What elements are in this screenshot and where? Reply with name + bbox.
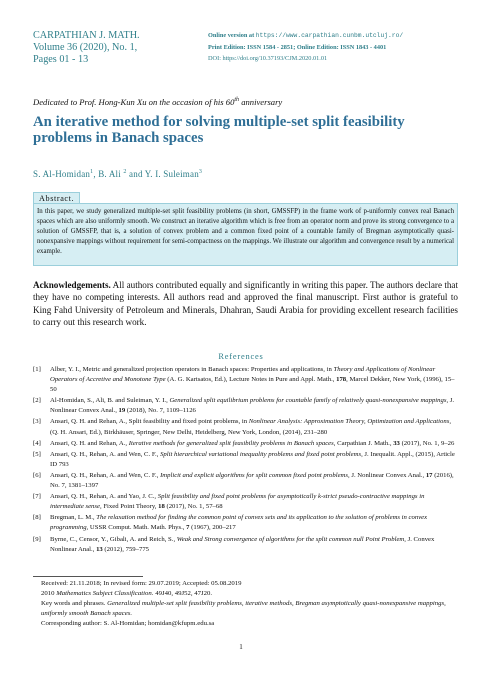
footnotes [33, 579, 458, 629]
abstract-body: In this paper, we study generalized multiple-set split feasibility problems (in short, GMSSFP) in the frame work of p-uniformly convex real Banach spaces which are also uniformly smooth. We construct an iterative algorithm which is free from an operator norm and prove its strong convergence to a solution of GMSSFP, that is, a solution of convex problem and a common fixed point of a countable family of Bregman asymptotically quasi-nonexpansive mappings without requirement for semi-compactness on the mappings. We illustrate our algorithm and convergence result by a numerical example. [33, 203, 458, 266]
doi-link[interactable]: DOI: https://doi.org/10.37193/CJM.2020.01.01 [208, 55, 328, 62]
online-version-label: Online version at [208, 32, 256, 39]
acknowledgements-label: Acknowledgements. [33, 280, 111, 290]
journal-pages: Pages 01 - 13 [33, 54, 89, 65]
dedication: Dedicated to Prof. Hong-Kun Xu on the occasion of his 60th anniversary [33, 97, 283, 107]
references-heading: References [218, 352, 264, 361]
reference-item: [7] Ansari, Q. H., Rehan, A. and Yao, J. C., Split feasibility and fixed point problems for asymptotically k-strict pseudo-contractive mappings in intermediate sense, Fixed Point Theory, 18 (2017), No. 1, 57–68 [33, 493, 425, 511]
reference-item: [3] Ansari, Q. H. and Rehan, A., Split feasibility and fixed point problems, in Nonlinear Analysis: Approximation Theory, Optimization and Applications, (Q. H. Ansari, Ed.), Birkhäuser, Springer, New Delhi, Heidelberg, New York, London, (2014), 231–280 [33, 418, 451, 436]
keywords: Key words and phrases. Generalized multiple-set split feasibility problems, iterative methods, Bregman asymptotically quasi-nonexpansive mappings, uniformly smooth Banach spaces. [41, 600, 446, 618]
print-issn: Print Edition: ISSN 1584 - 2851; Online Edition: ISSN 1843 - 4401 [208, 43, 387, 51]
reference-item: [2] Al-Homidan, S., Ali, B. and Suleiman, Y. I., Generalized split equilibrium problems for countable family of relatively quasi-nonexpansive mappings, J. Nonlinear Convex Anal., 19 (2018), No. 7, 1109–1126 [33, 397, 455, 415]
reference-item: [6] Ansari, Q. H., Rehan, A. and Wen, C. F., Implicit and explicit algorithms for split common fixed point problems, J. Nonlinear Convex Anal., 17 (2016), No. 7, 1381–1397 [33, 471, 454, 490]
journal-name: CARPATHIAN J. MATH. [33, 30, 140, 41]
author-name: S. Al-Homidan [33, 169, 91, 179]
author-name: B. Ali [98, 169, 121, 179]
online-version-url[interactable]: https://www.carpathian.cunbm.utcluj.ro/ [255, 32, 404, 39]
reference-item: [4] Ansari, Q. H. and Rehan, A., Iterative methods for generalized split feasibility problems in Banach spaces, Carpathian J. Math., 33 (2017), No. 1, 9–26 [33, 439, 455, 447]
abstract-label: Abstract. [33, 192, 80, 203]
reference-list [33, 365, 458, 556]
paper-title: An iterative method for solving multiple-set split feasibility problems in Banach spaces [33, 114, 405, 146]
msc-classification: 2010 Mathematics Subject Classification. 49J40, 49J52, 47J20. [41, 590, 213, 598]
author-list: S. Al-Homidan$^1$, B. Ali $^2$ and Y. I. Suleiman$^3$ [33, 169, 203, 179]
footnote-rule [33, 576, 143, 577]
acknowledgements-text: All authors contributed equally and significantly in writing this paper. The authors declare that they have no competing interests. All authors read and approved the final manuscript. First author is grateful to King Fahd University of Petroleum and Minerals, Dhahran, Saudi Arabia for providing excellent research facilities to carry out this research work. [33, 280, 458, 328]
reference-item: [5] Ansari, Q. H., Rehan, A. and Wen, C. F., Split hierarchical variational inequality problems and fixed point problems, J. Inequalit. Appl., (2015), Article ID 793 [33, 450, 455, 468]
acknowledgements [33, 279, 458, 329]
online-info [208, 30, 403, 65]
reference-item: [9] Byrne, C., Censor, Y., Gibali, A. and Reich, S., Weak and Strong convergence of algorithms for the split common null Point Problem, J. Convex Nonlinear Anal., 13 (2012), 759–775 [33, 535, 435, 553]
corresponding-author: Corresponding author: S. Al-Homidan; homidan@kfupm.edu.sa [41, 620, 215, 628]
reference-item: [1] Alber, Y. I., Metric and generalized projection operators in Banach spaces: Properties and applications, in Theory and Applications of Nonlinear Operators of Accretive and Monotone Type (A. G. Kartsatos, Ed.), Lecture Notes in Pure and Appl. Math., 178, Marcel Dekker, New York, (1996), 15–50 [33, 366, 455, 394]
reference-item: [8] Bregman, L. M., The relaxation method for finding the common point of convex sets and its application to the solution of problems in convex programming, USSR Comput. Math. Math. Phys., 7 (1967), 200–217 [33, 514, 428, 532]
page-number: 1 [239, 643, 243, 651]
journal-header [33, 30, 140, 66]
journal-volume: Volume 36 (2020), No. 1, [33, 42, 138, 53]
received-dates: Received: 21.11.2018; In revised form: 29.07.2019; Accepted: 05.08.2019 [41, 580, 242, 587]
author-name: Y. I. Suleiman [144, 169, 199, 179]
